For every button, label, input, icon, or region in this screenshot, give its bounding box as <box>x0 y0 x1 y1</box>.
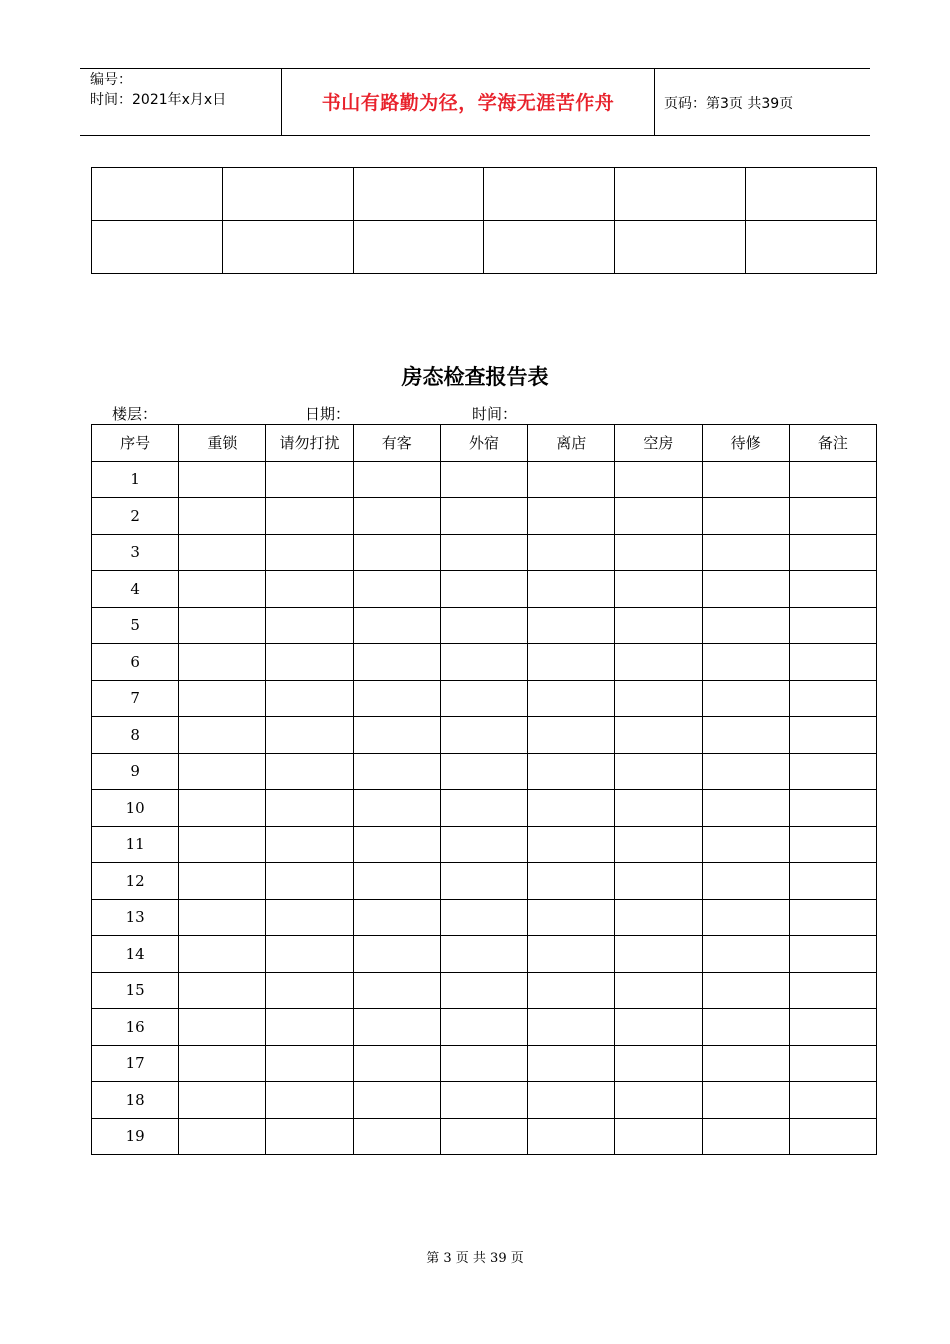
table-cell <box>528 1009 615 1046</box>
table-cell <box>266 607 353 644</box>
column-header: 待修 <box>702 425 789 462</box>
table-row <box>92 753 877 790</box>
table-row <box>92 790 877 827</box>
table-cell <box>789 936 876 973</box>
table-cell <box>353 461 440 498</box>
header-top-rule <box>80 68 870 69</box>
row-number: 3 <box>92 534 179 571</box>
table-cell <box>266 1009 353 1046</box>
table-cell <box>179 680 266 717</box>
row-number: 7 <box>92 680 179 717</box>
table-cell <box>353 1045 440 1082</box>
table-cell <box>266 534 353 571</box>
time-field-label: 时间： <box>472 405 518 423</box>
table-cell <box>789 753 876 790</box>
table-cell <box>789 899 876 936</box>
column-header: 外宿 <box>440 425 527 462</box>
table-cell <box>353 790 440 827</box>
table-cell <box>266 1082 353 1119</box>
date-label: 日期： <box>305 405 351 423</box>
table-cell <box>702 826 789 863</box>
header-page-info: 页码：第3页 共39页 <box>664 96 794 112</box>
table-cell <box>528 753 615 790</box>
header-divider <box>654 69 655 135</box>
table-row <box>92 680 877 717</box>
table-cell <box>528 571 615 608</box>
table-cell <box>528 1082 615 1119</box>
row-number: 15 <box>92 972 179 1009</box>
table-cell <box>179 498 266 535</box>
table-cell <box>92 221 223 274</box>
table-cell <box>528 717 615 754</box>
number-label: 编号： <box>90 72 132 88</box>
table-cell <box>266 461 353 498</box>
table-cell <box>528 644 615 681</box>
table-cell <box>440 863 527 900</box>
table-cell <box>440 498 527 535</box>
top-empty-table <box>91 167 877 274</box>
table-cell <box>528 899 615 936</box>
table-row <box>92 899 877 936</box>
table-cell <box>789 680 876 717</box>
row-number: 8 <box>92 717 179 754</box>
table-cell <box>266 644 353 681</box>
table-cell <box>615 936 702 973</box>
floor-label: 楼层： <box>112 405 158 423</box>
table-cell <box>702 936 789 973</box>
table-cell <box>179 790 266 827</box>
table-cell <box>179 534 266 571</box>
table-row <box>92 717 877 754</box>
table-cell <box>353 1009 440 1046</box>
column-header: 有客 <box>353 425 440 462</box>
table-cell <box>179 1118 266 1155</box>
row-number: 13 <box>92 899 179 936</box>
table-cell <box>179 863 266 900</box>
table-cell <box>440 571 527 608</box>
table-cell <box>528 607 615 644</box>
table-cell <box>528 936 615 973</box>
table-cell <box>440 972 527 1009</box>
table-cell <box>440 680 527 717</box>
table-cell <box>615 498 702 535</box>
table-cell <box>353 1118 440 1155</box>
table-cell <box>528 461 615 498</box>
table-cell <box>440 790 527 827</box>
table-cell <box>266 680 353 717</box>
table-cell <box>615 607 702 644</box>
row-number: 19 <box>92 1118 179 1155</box>
row-number: 2 <box>92 498 179 535</box>
row-number: 18 <box>92 1082 179 1119</box>
column-header: 离店 <box>528 425 615 462</box>
table-cell <box>528 972 615 1009</box>
table-cell <box>440 1082 527 1119</box>
table-cell <box>440 1118 527 1155</box>
table-cell <box>179 899 266 936</box>
table-cell <box>702 1118 789 1155</box>
table-cell <box>179 571 266 608</box>
row-number: 11 <box>92 826 179 863</box>
table-row <box>92 1082 877 1119</box>
table-row <box>92 221 877 274</box>
table-cell <box>789 534 876 571</box>
table-cell <box>440 717 527 754</box>
table-cell <box>528 826 615 863</box>
table-cell <box>484 221 615 274</box>
table-cell <box>222 168 353 221</box>
table-cell <box>179 972 266 1009</box>
table-cell <box>789 607 876 644</box>
row-number: 14 <box>92 936 179 973</box>
table-cell <box>179 936 266 973</box>
table-cell <box>702 1045 789 1082</box>
table-cell <box>528 1045 615 1082</box>
row-number: 1 <box>92 461 179 498</box>
table-cell <box>702 644 789 681</box>
table-cell <box>702 571 789 608</box>
table-cell <box>615 753 702 790</box>
table-cell <box>266 571 353 608</box>
table-cell <box>353 936 440 973</box>
table-cell <box>615 644 702 681</box>
table-cell <box>615 1009 702 1046</box>
table-row <box>92 1009 877 1046</box>
table-cell <box>702 753 789 790</box>
table-row <box>92 1045 877 1082</box>
table-cell <box>179 1009 266 1046</box>
table-cell <box>484 168 615 221</box>
table-cell <box>615 826 702 863</box>
row-number: 16 <box>92 1009 179 1046</box>
table-cell <box>615 534 702 571</box>
table-cell <box>615 790 702 827</box>
table-cell <box>353 498 440 535</box>
column-header: 请勿打扰 <box>266 425 353 462</box>
table-cell <box>353 753 440 790</box>
column-header: 序号 <box>92 425 179 462</box>
table-row <box>92 168 877 221</box>
table-cell <box>179 1045 266 1082</box>
table-cell <box>266 753 353 790</box>
header-motto: 书山有路勤为径，学海无涯苦作舟 <box>321 92 615 114</box>
table-cell <box>266 498 353 535</box>
table-cell <box>702 607 789 644</box>
column-header: 备注 <box>789 425 876 462</box>
table-cell <box>702 790 789 827</box>
table-cell <box>440 1009 527 1046</box>
table-cell <box>353 717 440 754</box>
table-cell <box>615 680 702 717</box>
table-cell <box>789 461 876 498</box>
table-cell <box>266 899 353 936</box>
table-row <box>92 571 877 608</box>
table-cell <box>615 1045 702 1082</box>
table-cell <box>440 461 527 498</box>
table-cell <box>353 168 484 221</box>
table-row <box>92 972 877 1009</box>
table-cell <box>440 936 527 973</box>
row-number: 6 <box>92 644 179 681</box>
table-cell <box>353 644 440 681</box>
table-cell <box>179 461 266 498</box>
table-cell <box>353 534 440 571</box>
table-cell <box>528 790 615 827</box>
table-cell <box>440 826 527 863</box>
table-cell <box>615 571 702 608</box>
table-cell <box>266 972 353 1009</box>
table-cell <box>615 1082 702 1119</box>
table-cell <box>702 461 789 498</box>
table-cell <box>702 534 789 571</box>
table-cell <box>440 899 527 936</box>
table-cell <box>353 972 440 1009</box>
table-cell <box>440 644 527 681</box>
table-cell <box>528 680 615 717</box>
table-cell <box>615 221 746 274</box>
table-cell <box>528 534 615 571</box>
table-cell <box>615 1118 702 1155</box>
table-row <box>92 1118 877 1155</box>
table-cell <box>179 826 266 863</box>
column-header: 空房 <box>615 425 702 462</box>
table-cell <box>615 461 702 498</box>
table-row <box>92 607 877 644</box>
time-label: 时间：2021年x月x日 <box>90 92 227 108</box>
table-cell <box>353 863 440 900</box>
row-number: 12 <box>92 863 179 900</box>
row-number: 17 <box>92 1045 179 1082</box>
row-number: 4 <box>92 571 179 608</box>
row-number: 5 <box>92 607 179 644</box>
table-cell <box>615 899 702 936</box>
table-cell <box>266 936 353 973</box>
table-row <box>92 498 877 535</box>
table-cell <box>789 826 876 863</box>
header-meta <box>90 70 226 110</box>
table-cell <box>179 607 266 644</box>
table-cell <box>179 1082 266 1119</box>
table-cell <box>702 717 789 754</box>
table-cell <box>440 1045 527 1082</box>
table-cell <box>266 1118 353 1155</box>
row-number: 10 <box>92 790 179 827</box>
table-cell <box>266 826 353 863</box>
table-cell <box>353 826 440 863</box>
table-cell <box>440 607 527 644</box>
table-cell <box>353 680 440 717</box>
table-cell <box>702 1009 789 1046</box>
table-cell <box>702 972 789 1009</box>
table-cell <box>746 221 877 274</box>
table-cell <box>615 717 702 754</box>
table-cell <box>702 1082 789 1119</box>
column-header: 重锁 <box>179 425 266 462</box>
table-cell <box>353 607 440 644</box>
table-cell <box>266 863 353 900</box>
table-cell <box>702 899 789 936</box>
table-row <box>92 936 877 973</box>
table-cell <box>702 680 789 717</box>
table-row <box>92 644 877 681</box>
table-cell <box>266 717 353 754</box>
table-cell <box>702 863 789 900</box>
table-row <box>92 461 877 498</box>
table-cell <box>179 753 266 790</box>
table-header-row <box>92 425 877 462</box>
table-cell <box>789 571 876 608</box>
table-cell <box>789 1009 876 1046</box>
table-cell <box>179 644 266 681</box>
table-cell <box>440 534 527 571</box>
table-cell <box>789 972 876 1009</box>
table-row <box>92 863 877 900</box>
table-cell <box>789 1082 876 1119</box>
table-cell <box>702 498 789 535</box>
table-cell <box>353 571 440 608</box>
page-title: 房态检查报告表 <box>401 365 549 389</box>
table-cell <box>353 1082 440 1119</box>
table-cell <box>353 221 484 274</box>
table-cell <box>615 168 746 221</box>
table-cell <box>789 717 876 754</box>
table-row <box>92 826 877 863</box>
table-cell <box>528 498 615 535</box>
table-cell <box>179 717 266 754</box>
table-cell <box>528 1118 615 1155</box>
row-number: 9 <box>92 753 179 790</box>
table-row <box>92 534 877 571</box>
table-cell <box>789 644 876 681</box>
table-cell <box>789 863 876 900</box>
table-cell <box>266 1045 353 1082</box>
page-footer: 第 3 页 共 39 页 <box>426 1251 524 1266</box>
header-bottom-rule <box>80 135 870 136</box>
table-cell <box>528 863 615 900</box>
table-cell <box>789 1118 876 1155</box>
room-status-table <box>91 424 877 1155</box>
table-cell <box>746 168 877 221</box>
table-cell <box>440 753 527 790</box>
table-cell <box>789 498 876 535</box>
table-cell <box>789 790 876 827</box>
table-cell <box>615 972 702 1009</box>
table-cell <box>615 863 702 900</box>
table-cell <box>266 790 353 827</box>
table-cell <box>353 899 440 936</box>
table-cell <box>92 168 223 221</box>
table-cell <box>222 221 353 274</box>
table-cell <box>789 1045 876 1082</box>
